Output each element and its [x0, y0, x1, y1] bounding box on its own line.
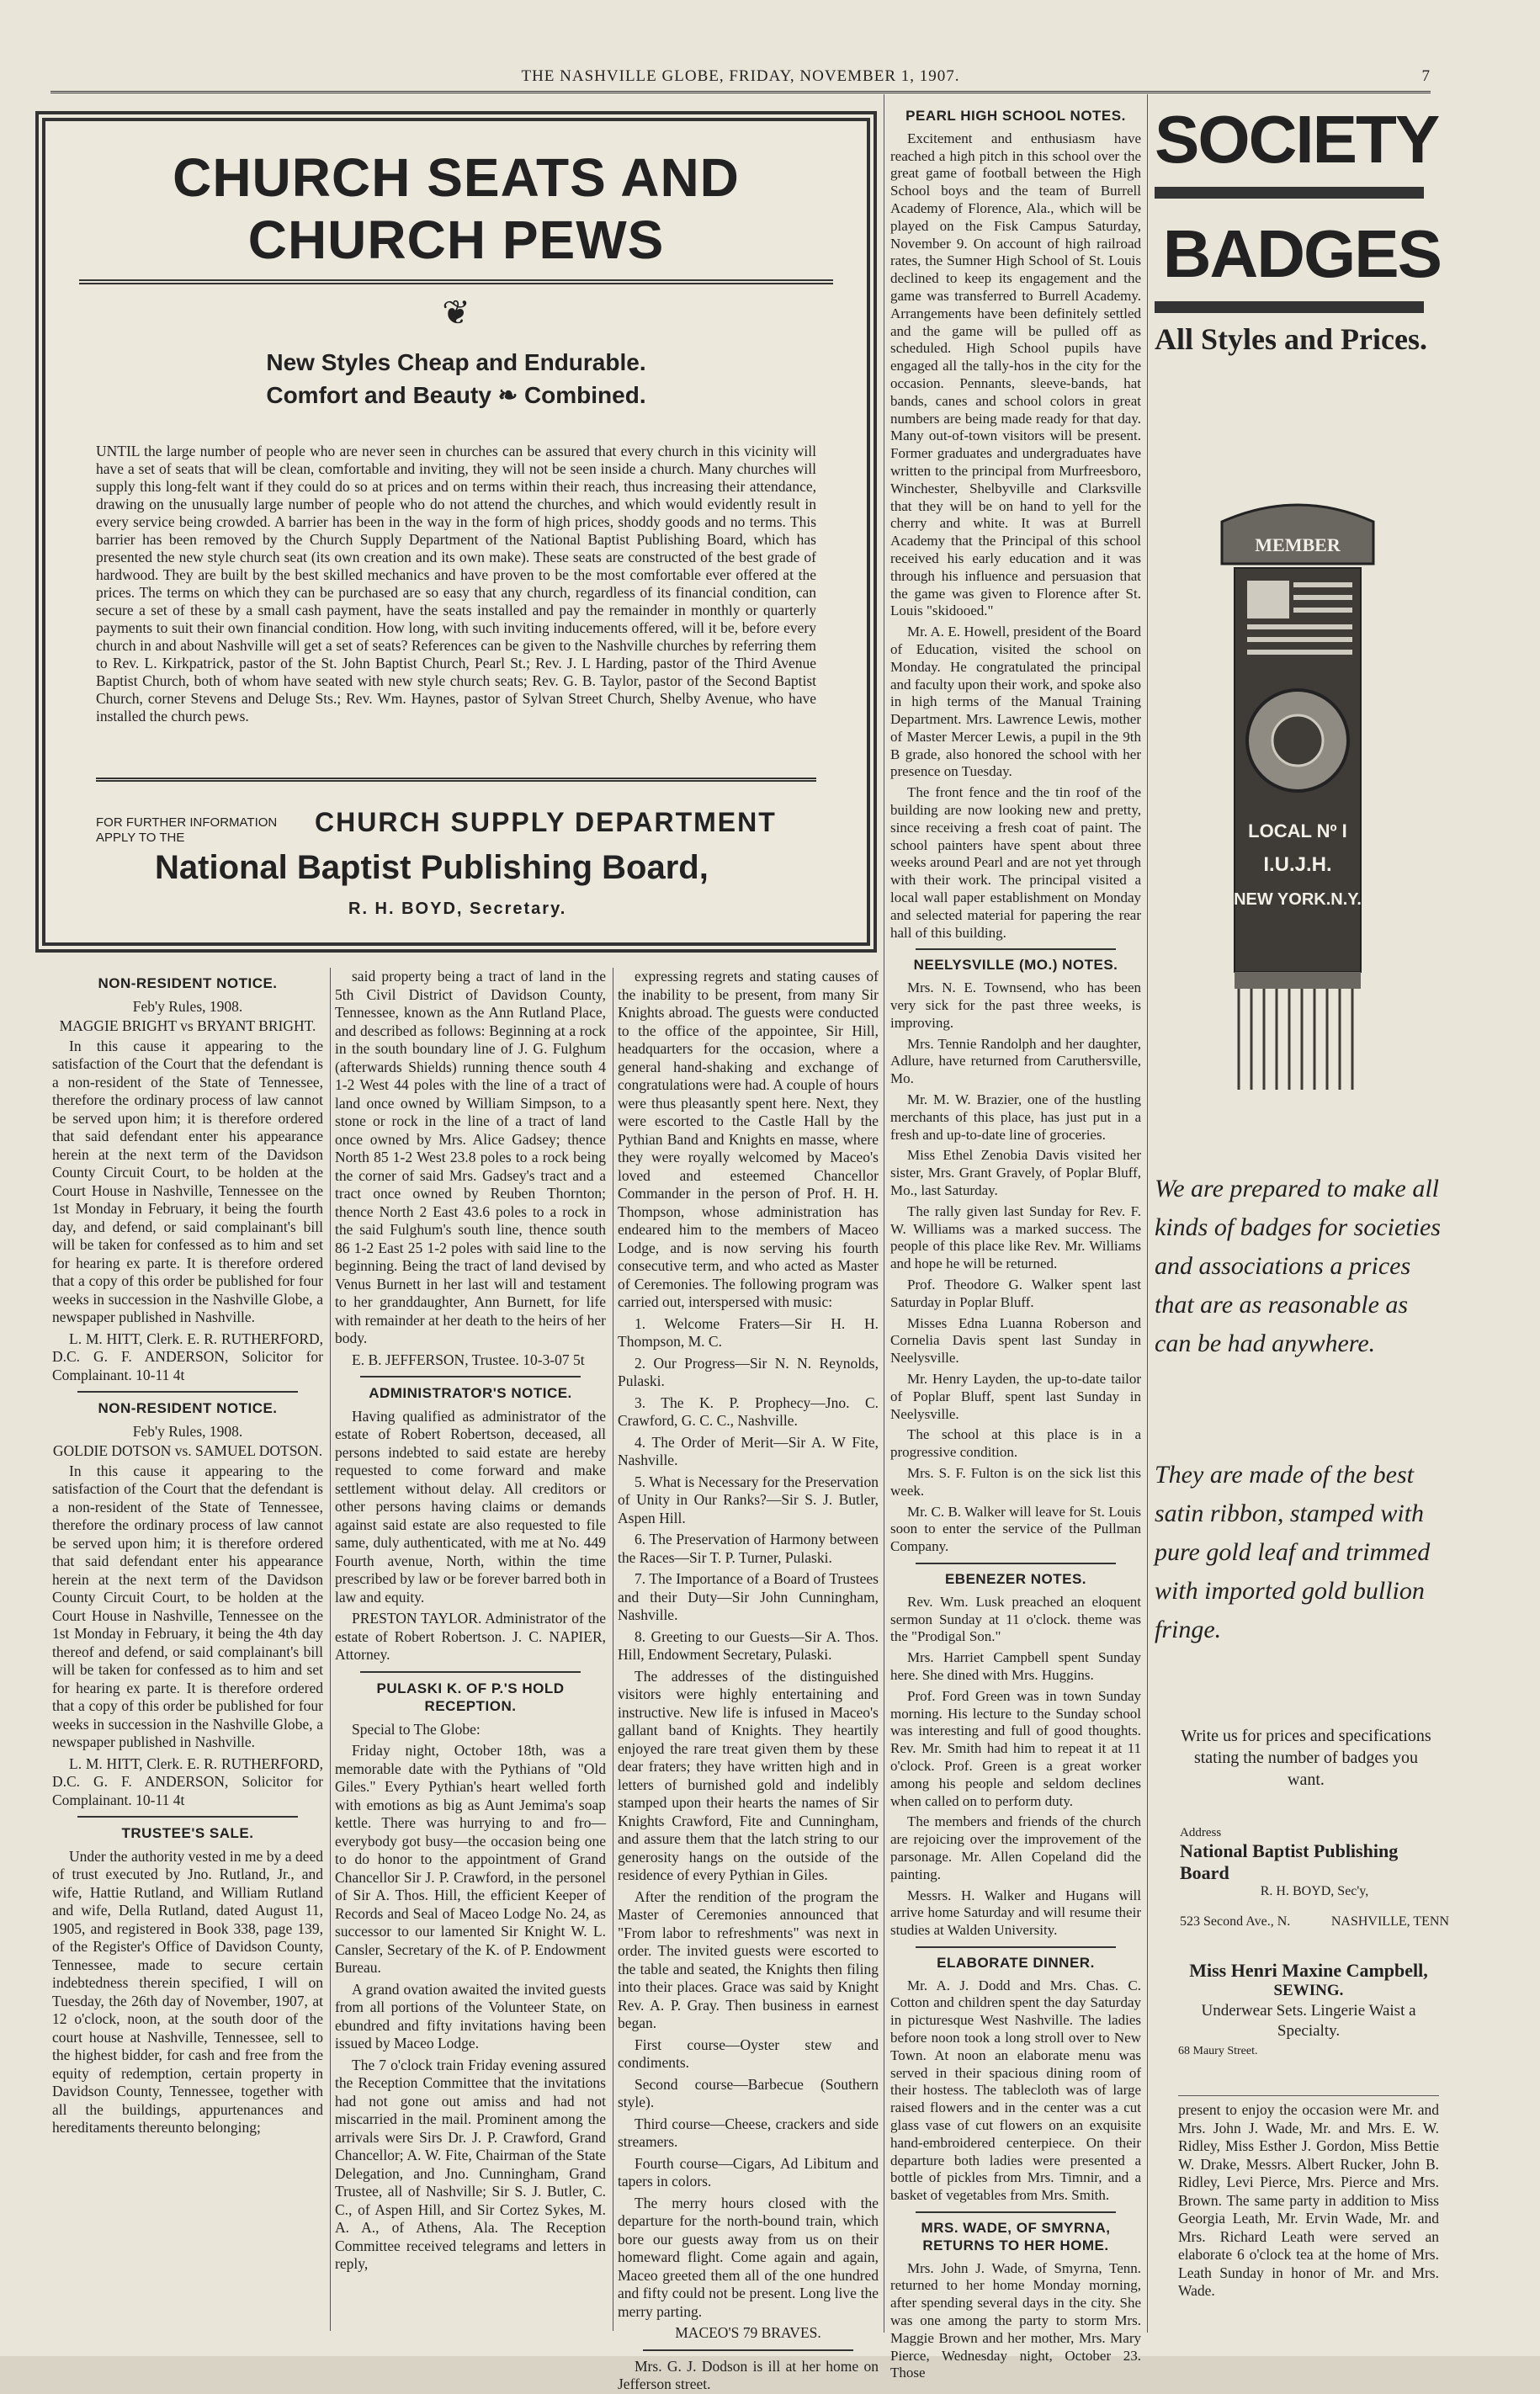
address-street: 523 Second Ave., N. — [1180, 1914, 1291, 1929]
trustee-signature: E. B. JEFFERSON, Trustee. 10-3-07 5t — [352, 1351, 585, 1368]
program-item: 8. Greeting to our Guests—Sir A. Thos. Hill, Endowment Secretary, Pulaski. — [618, 1627, 879, 1663]
pearl-p2: Mr. A. E. Howell, president of the Board of Education, visited the school on Monday. He congratulated the principal and faculty upon their work, and spoke also in high terms of the Manual Training Department. Mrs. Lawrence Lewis, mother of Master Mercer Lewis, a pupil in the 9th B grade, also honored the school with her presence on Tuesday. — [890, 624, 1141, 780]
course-item: Second course—Barbecue (Southern style). — [618, 2075, 879, 2110]
column-five-tail — [1178, 2095, 1439, 2320]
notice-rules: Feb'y Rules, 1908. — [132, 1422, 243, 1440]
ebenezer-item: Messrs. H. Walker and Hugans will arrive home Saturday and will resume their studies at Walden University. — [890, 1887, 1141, 1939]
ebenezer-item: The members and friends of the church are rejoicing over the improvement of the parsonage. Mr. Allen Copeland did the painting. — [890, 1813, 1141, 1882]
ebenezer-heading: EBENEZER NOTES. — [944, 1570, 1087, 1587]
course-item: First course—Oyster stew and condiments. — [618, 2036, 879, 2071]
neelysville-item: Mr. Henry Layden, the up-to-date tailor of Poplar Bluff, spent last Sunday in Neelysville. — [890, 1370, 1141, 1422]
course-item: Third course—Cheese, crackers and side streamers. — [618, 2115, 879, 2150]
course-item: Fourth course—Cigars, Ad Libitum and tapers in colors. — [618, 2154, 879, 2190]
pulaski-signature: MACEO'S 79 BRAVES. — [675, 2324, 821, 2341]
notice-case: GOLDIE DOTSON vs. SAMUEL DOTSON. — [52, 1442, 323, 1459]
ebenezer-item: Rev. Wm. Lusk preached an eloquent sermon Sunday at 11 o'clock. theme was the "Prodigal Son." — [890, 1593, 1141, 1645]
pulaski-heading: PULASKI K. OF P.'S HOLD RECEPTION. — [376, 1680, 565, 1714]
neelysville-item: Mrs. S. F. Fulton is on the sick list this week. — [890, 1464, 1141, 1499]
ribbon-badge-icon — [1213, 488, 1382, 1094]
notice-signature: L. M. HITT, Clerk. E. R. RUTHERFORD, D.C. G. F. ANDERSON, Solicitor for Complainant. 10-11 4t — [52, 1330, 323, 1383]
sewing-name: Miss Henri Maxine Campbell, — [1189, 1960, 1428, 1981]
badge-ad-bar — [1155, 187, 1424, 199]
dodson-note: Mrs. G. J. Dodson is ill at her home on Jefferson street. — [618, 2357, 879, 2392]
program-item: 4. The Order of Merit—Sir A. W Fite, Nashville. — [618, 1433, 879, 1468]
masthead — [50, 67, 1431, 93]
society-badges-ad — [1155, 93, 1449, 1986]
trustee-sale-cont: said property being a tract of land in the 5th Civil District of Davidson County, Tennessee, known as the Ann Rutland Place, and described as follows: Beginning at a rock in the south boundary line of J. G. Fulghum (afterwards Shields) running thence south 4 1-2 West 44 poles with the line of a tract of land once owned by William Simpson, to a stone or rock in the line of a tract of land once owned by Mrs. Alice Gadsey; thence North 85 1-2 West 23.8 poles to a rock being the corner of said Mrs. Gadsey's tract and a tract once owned by Reuben Thornton; thence North 2 East 43.6 poles to a rock in the said Fulghum's south line, thence south 86 1-2 East 25 1-2 poles with said line to the beginning. Being the tract of land devised by Venus Burnett in her last will and testament to her granddaughter, Ann Burnett, for life with remainder at her death to the heirs of her body. — [335, 968, 606, 1346]
trustee-sale-body: Under the authority vested in me by a deed of trust executed by Jno. Rutland, Jr., and wife, Hattie Rutland, and William Rutland and wife, Della Rutland, dated August 11, 1905, and registered in Book 338, page 139, of the Register's Office of Davidson County, Tennessee, made to secure certain indebtedness therein specified, I will on Tuesday, the 26th day of November, 1907, at 12 o'clock, noon, at the south door of the court house at Nashville, Tennessee, sell to the highest bidder, for cash and free from the equity of redemption, certain property in Davidson County, Tennessee, together with all the buildings, appurtenances and hereditaments thereunto belonging; — [52, 1847, 323, 2136]
address-city: NASHVILLE, TENN — [1330, 1914, 1449, 1929]
neelysville-item: Prof. Theodore G. Walker spent last Saturday in Poplar Bluff. — [890, 1277, 1141, 1310]
notice-body: In this cause it appearing to the satisfaction of the Court that the defendant is a non-resident of the State of Tennessee, therefore the ordinary process of law cannot be served upon him; it is therefore ordered that said defendant enter his appearance herein at the next term of the Davidson County Circuit Court, to be holden at the Court House in Nashville, Tennessee on the 1st Monday in February, it being the 4th day thereof and defend, or said complainant's bill will be taken for confessed as to him and set for hearing ex parte. It is therefore ordered that a copy of this order be published for four weeks in succession in the Nashville Globe, a newspaper published in Nashville. — [52, 1462, 323, 1750]
column-legal-notices — [52, 968, 323, 2331]
church-ad-footer — [96, 778, 816, 918]
badge-ad-society: SOCIETY — [1155, 102, 1439, 177]
notice-rules: Feb'y Rules, 1908. — [132, 997, 243, 1015]
dinner-heading: ELABORATE DINNER. — [937, 1954, 1095, 1971]
notice-heading: NON-RESIDENT NOTICE. — [98, 1400, 278, 1416]
badge-city-text: NEW YORK.N.Y. — [1234, 890, 1362, 909]
pearl-p3: The front fence and the tin roof of the building are now looking new and pretty, since receiving a fresh coat of paint. The school painters have spent about three weeks around Pearl and are not yet through with their work. The principal visited a local wall paper establishment on Monday and selected material for papering the rear hall of this building. — [890, 784, 1141, 941]
notice-signature: L. M. HITT, Clerk. E. R. RUTHERFORD, D.C. G. F. ANDERSON, Solicitor for Complainant. 10-11 4t — [52, 1754, 323, 1808]
church-seats-ad — [35, 111, 877, 953]
badge-ad-bar — [1155, 301, 1424, 313]
address-line — [1180, 1914, 1449, 1930]
pearl-heading: PEARL HIGH SCHOOL NOTES. — [905, 108, 1126, 124]
column-two — [335, 968, 606, 2331]
column-rule — [1147, 94, 1148, 2333]
pulaski-cont: expressing regrets and stating causes of the inability to be present, from many Sir Knights abroad. The guests were conducted to the office of the appointee, Sir Hill, headquarters for the occasion, where a general hand-shaking and exchange of congratulations were had. A couple of hours were thus pleasantly spent here. Next, they were escorted to the Castle Hall by the Pythian Band and Knights en masse, where they were royally welcomed by Maceo's loved and esteemed Chancellor Commander in the person of Prof. H. H. Thompson, whose administration has endeared him to the members of Maceo Lodge, and is now serving his fourth consecutive term, and who acted as Master of Ceremonies. The following program was carried out, interspersed with music: — [618, 968, 879, 1310]
badge-local-text: LOCAL Nº I — [1248, 820, 1347, 841]
neelysville-item: The school at this place is in a progressive condition. — [890, 1426, 1141, 1461]
sewing-items: Underwear Sets. Lingerie Waist a Specialty. — [1201, 2002, 1416, 2040]
trustee-sale-heading: TRUSTEE'S SALE. — [121, 1825, 254, 1841]
page-number: 7 — [1421, 67, 1431, 85]
pulaski-p5: After the rendition of the program the Master of Ceremonies announced that "From labor to refreshments" was next in order. The invited guests were escorted to the table and seated, the Knights then filing into their places. Grace was said by Knight Rev. A. P. Gray. Then business in earnest began. — [618, 1887, 879, 2031]
further-info: FOR FURTHER INFORMATION APPLY TO THE — [96, 815, 278, 845]
column-three — [618, 968, 879, 2392]
pulaski-p1: Friday night, October 18th, was a memorable date with the Pythians of "Old Giles." Every Pythian's heart welled forth with emotions as big as Aunt Jemima's soap kettle. There was hurrying to and fro—everybody got busy—the occasion being one to do honor to the appointment of Grand Chancellor Sir J. P. Crawford, in the personel of Sir A. Thos. Hill, the efficient Keeper of Records and Seal of Maceo Lodge No. 24, as successor to our lamented Sir Knight W. L. Cansler, Secretary of the K. of P. Endowment Bureau. — [335, 1742, 606, 1976]
pulaski-p3: The 7 o'clock train Friday evening assured the Reception Committee that the invitations had not gone out amiss and had not miscarried in the mail. Prominent among the arrivals were Sirs Dr. J. P. Crawford, Grand Chancellor; A. W. Fite, Chairman of the State Delegation, and Jno. Cunningham, Grand Trustee, all of Nashville; Sir S. J. Butler, C. C., of Aspen Hill, and Sir Cortez Sykes, M. A. A., of Athens, Ala. The Reception Committee received telegrams and letters in reply, — [335, 2056, 606, 2272]
neelysville-item: Miss Ethel Zenobia Davis visited her sister, Mrs. Grant Gravely, of Poplar Bluff, Mo., last Saturday. — [890, 1147, 1141, 1199]
wade-heading: MRS. WADE, OF SMYRNA, RETURNS TO HER HOME. — [921, 2220, 1111, 2253]
publishing-board: National Baptist Publishing Board, — [155, 849, 709, 886]
neelysville-item: Mrs. N. E. Townsend, who has been very sick for the past three weeks, is improving. — [890, 979, 1141, 1031]
badge-iujh-text: I.U.J.H. — [1263, 853, 1332, 876]
program-item: 1. Welcome Fraters—Sir H. H. Thompson, M. C. — [618, 1314, 879, 1350]
admin-notice-signature: PRESTON TAYLOR. Administrator of the estate of Robert Robertson. J. C. NAPIER, Attorney. — [335, 1610, 606, 1663]
address-secretary: R. H. BOYD, Sec'y, — [1260, 1884, 1369, 1898]
sewing-address: 68 Maury Street. — [1178, 2045, 1258, 2057]
neelysville-item: Mrs. Tennie Randolph and her daughter, Adlure, have returned from Caruthersville, Mo. — [890, 1035, 1141, 1087]
dinner-body: Mr. A. J. Dodd and Mrs. Chas. C. Cotton and children spent the day Saturday in picturesque West Nashville. The ladies before noon took a long stroll over to New Town. At noon an elaborate menu was served in their spacious dining room of their hostess. The tablecloth was of large raised flowers and in the center was a cut glass vase of cut flowers on an exquisite hand-embroidered centerpiece. On their departure both ladies were presented a bottle of pickles from Mrs. Timnir, and a basket of vegetables from Mrs. Smith. — [890, 1977, 1141, 2204]
badge-ad-script2: They are made of the best satin ribbon, stamped with pure gold leaf and trimmed with imported gold bullion fringe. — [1155, 1461, 1431, 1643]
badge-member-text: MEMBER — [1255, 534, 1341, 555]
board-secretary: R. H. BOYD, Secretary. — [348, 900, 567, 918]
column-four — [890, 101, 1141, 2381]
program-item: 6. The Preservation of Harmony between the Races—Sir T. P. Turner, Pulaski. — [618, 1531, 879, 1566]
church-ad-body: UNTIL the large number of people who are never seen in churches can be assured that every church in this vicinity will have a set of seats that will be clean, comfortable and inviting, they will not be seen inside a church. Many churches will supply this long-felt want if they could do so at prices and on terms within their reach, thus increasing their attendance, drawing on the unusually large number of people who do not attend the churches, and which would evidently result in every service being crowded. A barrier has been in the way in the form of high prices, shoddy goods and no terms. This barrier has been removed by the Church Supply Department of the National Baptist Publishing Board, which has presented the new style church seat (its own creation and its own make). These seats are constructed of the best grade of hardwood. They are built by the best skilled mechanics and have proven to be the most comfortable ever offered at the prices. The terms on which they can be purchased are so easy that any church, regardless of its financial condition, can secure a set of these by a small cash payment, have the seats installed and pay the remainder in monthly or quarterly payments to suit their own financial condition. How long, with such inviting inducements offered, will it be, before every church in and about Nashville will get a set of seats? References can be given to the Nashville churches by referring them to Rev. L. Kirkpatrick, pastor of the St. John Baptist Church, Pearl St.; Rev. J. L Harding, pastor of the Third Avenue Baptist Church, both of whom have seated with new style church seats; Rev. G. B. Taylor, pastor of the Second Baptist Church, corner Stevens and Deluge Sts.; Rev. Wm. Haynes, pastor of Sylvan Street Church, Shelby Avenue, who have installed the church pews. — [96, 443, 816, 725]
neelysville-heading: NEELYSVILLE (MO.) NOTES. — [913, 957, 1118, 974]
notice-body: In this cause it appearing to the satisfaction of the Court that the defendant is a non-resident of the State of Tennessee, therefore the ordinary process of law cannot be served upon him; it is therefore ordered that said defendant enter his appearance herein at the next term of the Davidson County Circuit Court, to be holden at the Court House in Nashville, Tennessee on the 1st Monday in February, it being the fourth day, and defend, or said complainant's bill will be taken for confessed as to him and set for hearing ex parte. It is therefore ordered that a copy of this order be published for four weeks in succession in the Nashville Globe, a newspaper published in Nashville. — [52, 1037, 323, 1325]
masthead-title: THE NASHVILLE GLOBE, FRIDAY, NOVEMBER 1, 1907. — [521, 67, 960, 85]
wade-body: Mrs. John J. Wade, of Smyrna, Tenn. returned to her home Monday morning, after spending several days in the city. She was one among the party to storm Mrs. Maggie Brown and her mother, Mrs. Mary Pierce, Wednesday night, October 23. Those — [890, 2259, 1141, 2381]
badge-ad-prices: All Styles and Prices. — [1155, 322, 1427, 356]
column-rule — [330, 968, 331, 2331]
address-label: Address — [1180, 1826, 1222, 1839]
sewing-ad — [1178, 1961, 1439, 2062]
sewing-service: SEWING. — [1273, 1982, 1344, 1999]
badge-ad-write: Write us for prices and specifications stating the number of badges you want. — [1181, 1727, 1431, 1789]
neelysville-item: Mr. M. W. Brazier, one of the hustling merchants of this place, has just put in a fresh and up-to-date line of groceries. — [890, 1091, 1141, 1143]
church-ad-tagline1: New Styles Cheap and Endurable. — [266, 349, 646, 375]
pulaski-special: Special to The Globe: — [352, 1720, 481, 1738]
neelysville-item: The rally given last Sunday for Rev. F. W. Williams was a marked success. The people of this place like Rev. Mr. Williams and hope he will be returned. — [890, 1202, 1141, 1272]
church-supply-dept: CHURCH SUPPLY DEPARTMENT — [315, 807, 777, 837]
church-ad-title: CHURCH SEATS AND CHURCH PEWS — [79, 146, 833, 284]
neelysville-item: Mr. C. B. Walker will leave for St. Louis soon to enter the service of the Pullman Company. — [890, 1503, 1141, 1555]
ebenezer-item: Prof. Ford Green was in town Sunday morning. His lecture to the Sunday school was interesting and full of good thoughts. Rev. Mr. Smith had him to repeat it at 11 o'clock. Prof. Green is a great worker among his people and seldom declines when called on to perform duty. — [890, 1687, 1141, 1809]
pulaski-p6: The merry hours closed with the departure for the north-bound train, which bore our guests away from us on their homeward flight. Come again and again, Maceo greeted them all of the one hundred and fifty could not be present. Long live the merry parting. — [618, 2194, 879, 2320]
notice-case: MAGGIE BRIGHT vs BRYANT BRIGHT. — [59, 1017, 316, 1034]
ornament-icon: ❦ — [442, 294, 470, 332]
pearl-p1: Excitement and enthusiasm have reached a high pitch in this school over the great game of football between the High School boys and the team of Burrell Academy of Florence, Ala., which will be played on the Fisk Campus Saturday, November 9. On account of high railroad rates, the Sumner High School of St. Louis declined to keep its engagement and the game was transferred to Burrell Academy. Arrangements have been definitely settled and the game will be pulled off as scheduled. High School pupils have engaged all the tally-hos in the city for the occasion. Pennants, sleeve-bands, hat bands, canes and school colors in great numbers are being made ready for that day. Many out-of-town visitors will be present. Former graduates and undergraduates have written to the principal from Murfreesboro, Winchester, Shelbyville and Clarksville that they will be on hand to yell for the cherry and white. It was at Burrell Academy that the Principal of this school received his early education and it was through his influence and persuasion that the game was given to Florence after St. Louis "skidooed." — [890, 130, 1141, 619]
program-item: 2. Our Progress—Sir N. N. Reynolds, Pulaski. — [618, 1354, 879, 1389]
admin-notice-heading: ADMINISTRATOR'S NOTICE. — [369, 1385, 572, 1401]
program-item: 3. The K. P. Prophecy—Jno. C. Crawford, G. C. C., Nashville. — [618, 1393, 879, 1429]
program-item: 7. The Importance of a Board of Trustees and their Duty—Sir John Cunningham, Nashville. — [618, 1570, 879, 1623]
admin-notice-body: Having qualified as administrator of the estate of Robert Robertson, deceased, all persons indebted to said estate are hereby requested to come forward and make settlement without delay. All creditors or other persons having claims or demands against said estate are also requested to file same, duly authenticated, with me at No. 449 Fourth avenue, North, within the time prescribed by law or be forever barred both in law and equity. — [335, 1407, 606, 1606]
wade-continued: present to enjoy the occasion were Mr. and Mrs. John J. Wade, Mr. and Mrs. E. W. Ridley, Miss Esther J. Gordon, Miss Bettie W. Drake, Messrs. Albert Rucker, John B. Ridley, Levi Pierce, Mrs. Pierce and Mrs. Brown. The same party in addition to Miss Georgia Leath, Mr. Ervin Wade, Mr. and Mrs. Richard Leath were served an elaborate 6 o'clock tea at the home of Mrs. Leath Sunday in honor of Mr. and Mrs. Wade. — [1178, 2101, 1439, 2299]
badge-ad-badges: BADGES — [1162, 216, 1441, 291]
pulaski-p4: The addresses of the distinguished visitors were highly entertaining and instructive. New life is infused in Maceo's gallant band of Knights. They heartily enjoyed the rare treat given them by these dear fraters; they have written high and in letters of burnished gold and indelibly stamped upon their hearts the names of Sir Knights Crawford, Fite and Cunningham, and assure them that the latch string to our generosity hangs on the outside of the residence of every Pythian in Giles. — [618, 1667, 879, 1883]
neelysville-item: Misses Edna Luanna Roberson and Cornelia Davis spent last Sunday in Neelysville. — [890, 1314, 1141, 1367]
notice-heading: NON-RESIDENT NOTICE. — [98, 975, 278, 991]
program-item: 5. What is Necessary for the Preservation of Unity in Our Ranks?—Sir S. J. Butler, Aspen Hill. — [618, 1473, 879, 1526]
badge-ad-script1: We are prepared to make all kinds of badges for societies and associations a prices that are as reasonable as can be had anywhere. — [1155, 1175, 1441, 1357]
ebenezer-item: Mrs. Harriet Campbell spent Sunday here. She dined with Mrs. Huggins. — [890, 1649, 1141, 1683]
pulaski-p2: A grand ovation awaited the invited guests from all portions of the Volunteer State, on ebundred and fifty invitations having been issued by Maceo Lodge. — [335, 1980, 606, 2052]
badge-ad-address — [1180, 1826, 1449, 1930]
church-ad-tagline2: Comfort and Beauty ❧ Combined. — [266, 382, 646, 408]
address-publisher: National Baptist Publishing Board — [1180, 1840, 1399, 1883]
